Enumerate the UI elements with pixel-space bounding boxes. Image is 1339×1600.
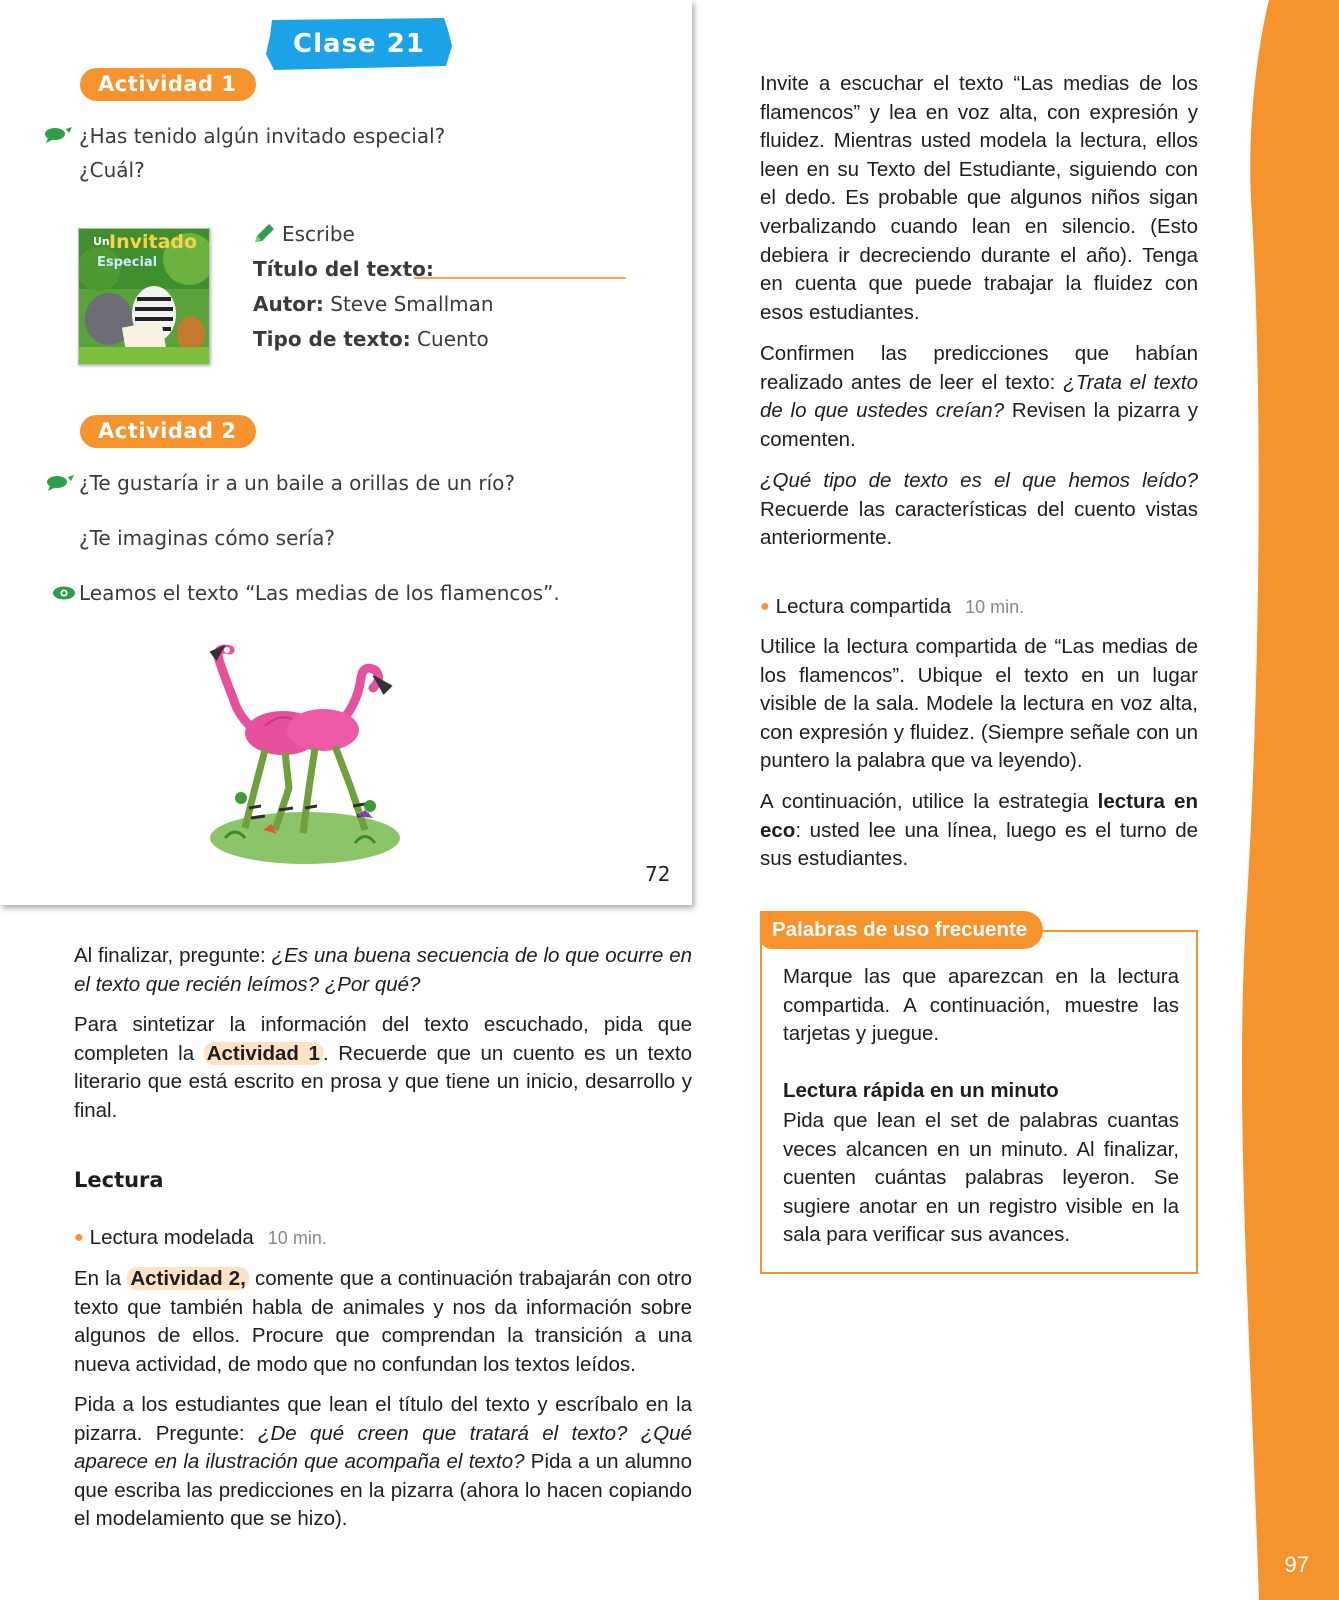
right-paragraph-3: ¿Qué tipo de texto es el que hemos leído? Recuerde las características del cuento vistas anteriormente. — [760, 469, 1198, 550]
title-field-label: Título del texto: — [253, 257, 434, 281]
student-book-page — [0, 0, 692, 905]
book-cover-image — [78, 228, 210, 365]
duration-label: 10 min. — [267, 1228, 327, 1248]
section-heading-lectura: Lectura — [74, 1168, 164, 1192]
left-paragraph-2: Para sintetizar la información del texto escuchado, pida que completen la Actividad 1 . Recuerde que un cuento es un texto literario que está escrito en prosa y que tiene un inicio, desarrollo y final. — [74, 1013, 692, 1122]
activity1-label: Actividad 1 — [80, 68, 256, 101]
speech-bubble-icon — [46, 474, 76, 492]
pencil-icon — [252, 222, 276, 246]
right-paragraph-4: Utilice la lectura compartida de “Las medias de los flamencos”. Ubique el texto en un lugar visible de la sala. Modele la lectura en voz alta, con expresión y fluidez. (Siempre señale con un puntero la palabra que va leyendo). — [760, 635, 1198, 773]
right-paragraph-2: Confirmen las predicciones que habían realizado antes de leer el texto: ¿Trata el texto de lo que ustedes creían? Revisen la pizarra y comenten. — [760, 342, 1199, 451]
frequent-words-tab: Palabras de uso frecuente — [760, 911, 1043, 949]
left-paragraph-4: Pida a los estudiantes que lean el título del texto y escríbalo en la pizarra. Pregunte: ¿De qué creen que tratará el texto? ¿Qué aparece en la ilustración que acompaña el texto? Pida a un alumno que escriba las predicciones en la pizarra (ahora lo hacen copiando el modelamiento que se hizo). — [74, 1393, 692, 1531]
right-paragraph-5: A continuación, utilice la estrategia lectura en eco: usted lee una línea, luego es el turno de sus estudiantes. — [760, 790, 1198, 871]
book-page-number: 72 — [645, 862, 671, 886]
left-paragraph-3: En la Actividad 2, comente que a continuación trabajarán con otro texto que también habla de animales y nos da información sobre algunos de ellos. Procure que comprendan la transición a una nueva actividad, de modo que no confundan los textos leídos. — [74, 1267, 693, 1376]
flamingos-illustration — [205, 638, 415, 868]
activity2-label: Actividad 2 — [80, 415, 256, 448]
author-value: Steve Smallman — [330, 292, 494, 316]
reading-prompt: Leamos el texto “Las medias de los flamencos”. — [79, 581, 560, 605]
activity2-highlight: Actividad 2, — [127, 1267, 249, 1290]
cover-title-word2: Invitado — [109, 231, 198, 253]
bullet-lectura-compartida: ● Lectura compartida 10 min. — [760, 595, 1025, 618]
cover-title-word3: Especial — [97, 255, 158, 270]
left-paragraph-1: Al finalizar, pregunte: ¿Es una buena secuencia de lo que ocurre en el texto que recién leímos? ¿Por qué? — [74, 944, 692, 996]
eye-icon — [52, 585, 76, 601]
bullet-dot-icon: ● — [74, 1229, 84, 1246]
activity1-question-line1: ¿Has tenido algún invitado especial? — [79, 124, 446, 148]
class-title: Clase 21 — [293, 29, 425, 59]
activity1-question-line2: ¿Cuál? — [79, 158, 145, 182]
activity2-question1: ¿Te gustaría ir a un baile a orillas de un río? — [79, 471, 516, 495]
right-paragraph-1: Invite a escuchar el texto “Las medias de los flamencos” y lea en voz alta, con expresión y fluidez. Mientras usted modela la lectura, ellos leen en su Texto del Estudiante, siguiendo con el dedo. Es probable que algunos niños sigan verbalizando cuando lean en silencio. (Esto debiera ir decreciendo durante el año). Tenga en cuenta que puede trabajar la fluidez con esos estudiantes. — [760, 72, 1198, 324]
text-type-value: Cuento — [417, 327, 489, 351]
box-paragraph-2: Pida que lean el set de palabras cuantas veces alcancen en un minuto. Al finalizar, cuenten cuántas palabras leyeron. Se sugiere anotar en un registro visible en la sala para verificar sus avances. — [783, 1109, 1179, 1247]
bullet-dot-icon: ● — [760, 598, 770, 615]
page-number: 97 — [1284, 1552, 1309, 1577]
box-subheading: Lectura rápida en un minuto — [783, 1079, 1059, 1102]
text-type-label: Tipo de texto: — [253, 327, 411, 351]
author-label: Autor: — [253, 292, 324, 316]
side-band — [1239, 0, 1339, 1600]
duration-label: 10 min. — [965, 597, 1025, 617]
bullet-lectura-modelada: ● Lectura modelada 10 min. — [74, 1226, 327, 1249]
speech-bubble-icon — [44, 126, 74, 144]
box-paragraph-1: Marque las que aparezcan en la lectura compartida. A continuación, muestre las tarjetas y juegue. — [783, 965, 1179, 1046]
write-label: Escribe — [282, 222, 355, 246]
class-badge — [266, 16, 452, 72]
activity1-highlight: Actividad 1 — [204, 1042, 323, 1065]
cover-title-word1: Un — [93, 235, 110, 248]
activity2-question2: ¿Te imaginas cómo sería? — [79, 526, 336, 550]
title-blank-line — [414, 277, 626, 279]
